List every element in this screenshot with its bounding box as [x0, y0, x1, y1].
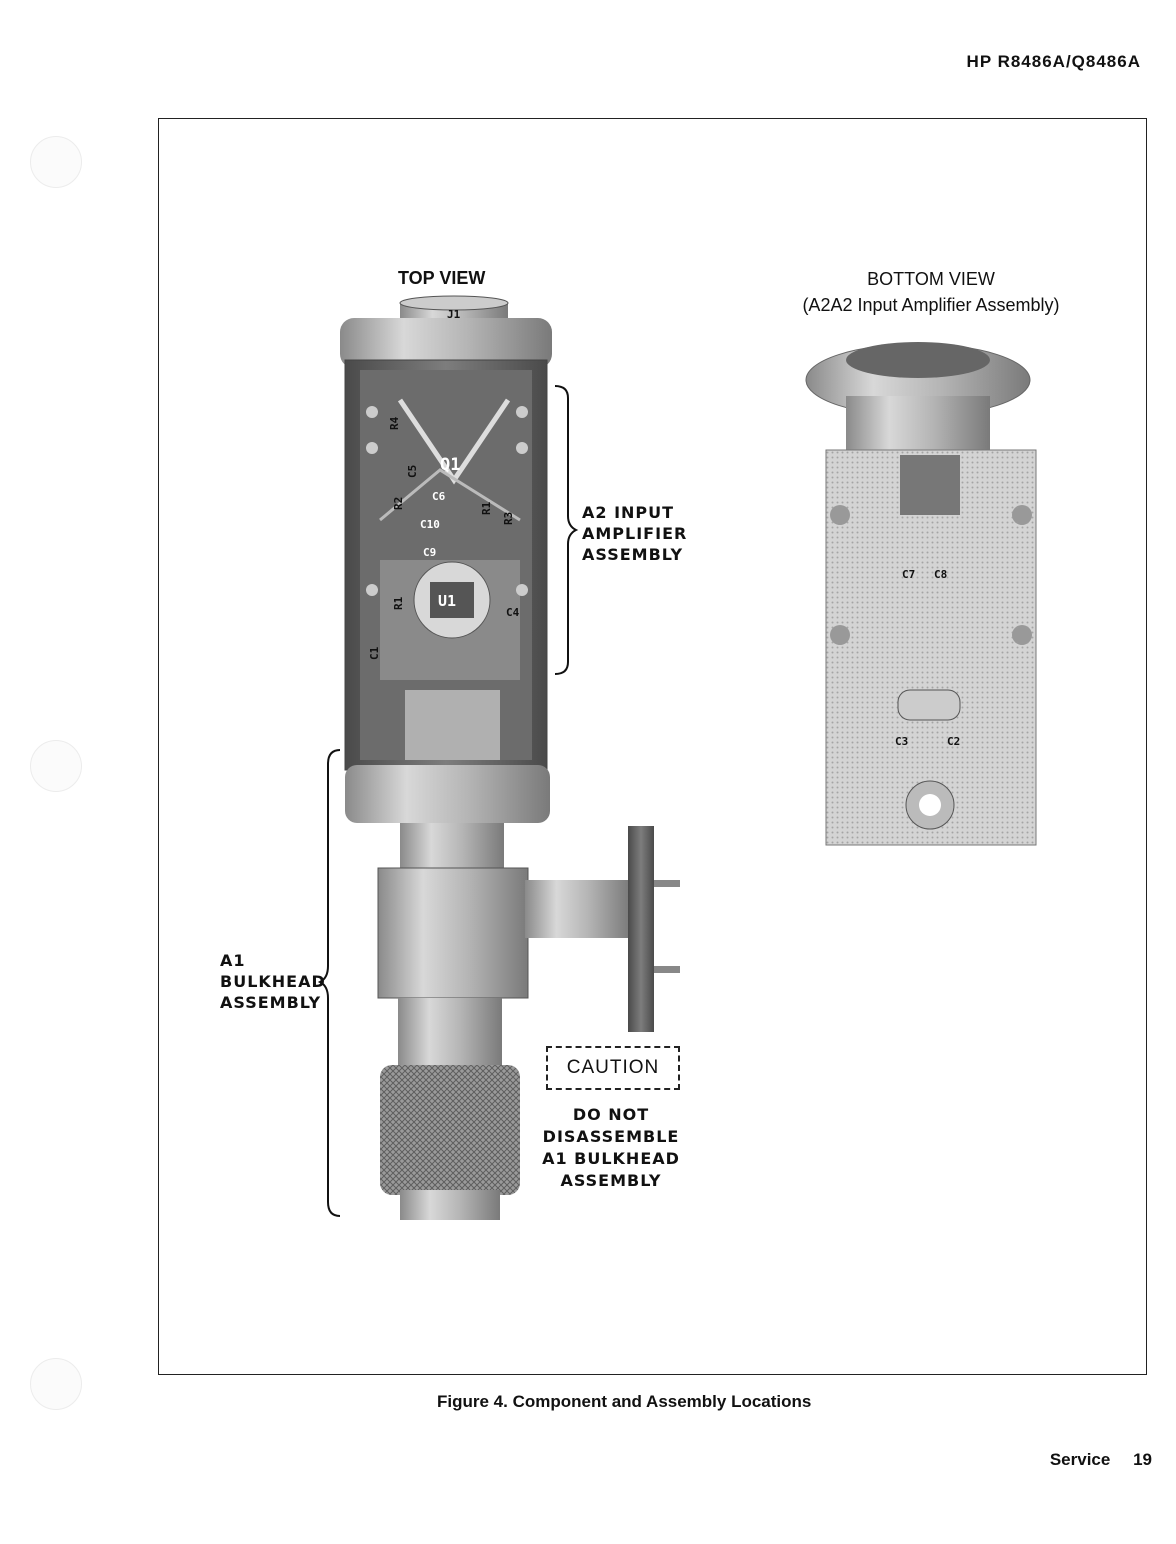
- bottom-view-title: BOTTOM VIEW: [867, 269, 995, 289]
- manual-header: HP R8486A/Q8486A: [966, 52, 1141, 71]
- svg-text:C10: C10: [420, 518, 440, 531]
- a2-label-line-2: AMPLIFIER: [582, 524, 688, 543]
- svg-text:R3: R3: [502, 511, 515, 525]
- caution-line-4: ASSEMBLY: [560, 1171, 662, 1190]
- svg-text:C7: C7: [902, 568, 916, 581]
- footer-section: Service: [1049, 1450, 1111, 1469]
- svg-text:R1: R1: [480, 501, 493, 515]
- svg-text:R1: R1: [392, 596, 405, 610]
- page-footer: [1032, 1450, 1152, 1470]
- bottom-view-heading: [770, 266, 1092, 318]
- svg-text:C2: C2: [947, 735, 961, 748]
- svg-text:C5: C5: [406, 464, 419, 478]
- svg-text:Q1: Q1: [440, 455, 461, 475]
- a2-assembly-label: [582, 502, 687, 565]
- a1-assembly-label: [220, 950, 326, 1013]
- a2-brace: [555, 386, 576, 674]
- svg-text:C6: C6: [432, 490, 446, 503]
- caution-line-1: DO NOT: [572, 1105, 650, 1124]
- a1-label-line-3: ASSEMBLY: [220, 993, 322, 1012]
- a2-label-line-3: ASSEMBLY: [582, 545, 684, 564]
- bottom-view-subtitle: (A2A2 Input Amplifier Assembly): [802, 295, 1060, 315]
- svg-text:C8: C8: [934, 568, 948, 581]
- a1-label-line-1: A1: [220, 951, 246, 970]
- svg-text:C3: C3: [895, 735, 909, 748]
- svg-text:C4: C4: [506, 606, 520, 619]
- a2-label-line-1: A2 INPUT: [582, 503, 675, 522]
- svg-text:J1: J1: [447, 308, 461, 321]
- caution-box: CAUTION: [546, 1046, 680, 1090]
- svg-text:C1: C1: [368, 646, 381, 660]
- bottom-view-device: [806, 342, 1036, 845]
- caution-message: [530, 1104, 692, 1192]
- svg-text:R4: R4: [388, 416, 401, 430]
- caution-line-3: A1 BULKHEAD: [542, 1149, 680, 1168]
- top-view-title: TOP VIEW: [398, 268, 486, 288]
- a1-label-line-2: BULKHEAD: [220, 972, 326, 991]
- caution-line-2: DISASSEMBLE: [542, 1127, 680, 1146]
- svg-text:R2: R2: [392, 496, 405, 510]
- figure-caption: Figure 4. Component and Assembly Locations: [437, 1392, 812, 1411]
- svg-text:U1: U1: [438, 592, 457, 610]
- page-number: 19: [1133, 1450, 1152, 1469]
- svg-text:C9: C9: [423, 546, 437, 559]
